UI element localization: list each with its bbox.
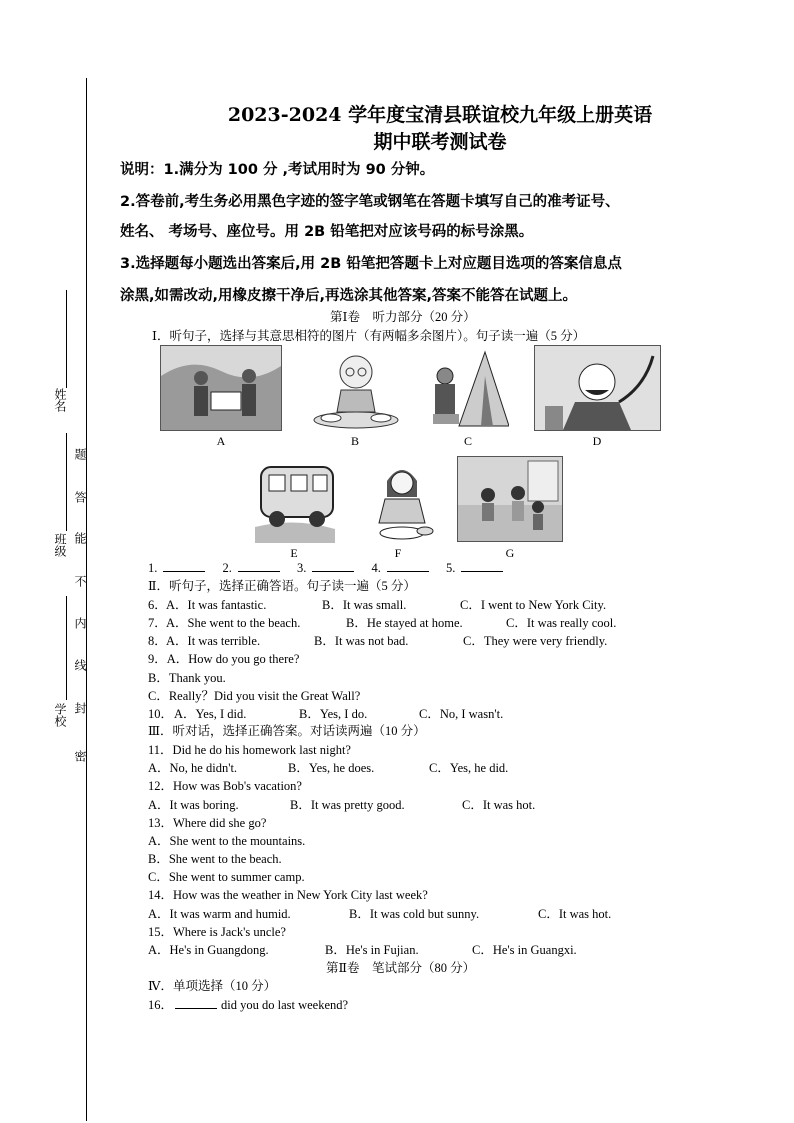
seal-char-mi: 密 (73, 750, 87, 762)
q12-option-a: A．It was boring. (148, 798, 239, 812)
q12-option-b: B．It was pretty good. (290, 798, 405, 812)
picture-label-a: A (216, 434, 226, 448)
q6-option-b: B．It was small. (322, 598, 407, 612)
q9-option-c: C．Really？Did you visit the Great Wall? (148, 689, 361, 703)
seal-char-xian: 线 (73, 659, 87, 671)
seal-char-ti: 题 (73, 448, 87, 460)
picture-label-b: B (350, 434, 359, 448)
q14-option-a: A．It was warm and humid. (148, 907, 291, 921)
excited-man-picture (534, 345, 661, 431)
q11-option-b: B．Yes, he does. (288, 761, 375, 775)
answer-blank-5[interactable] (461, 559, 503, 572)
margin-school-label: 学校 (53, 703, 67, 727)
seal-char-da: 答 (73, 491, 87, 503)
q10-option-b: B．Yes, I do. (299, 707, 368, 721)
margin-name-label: 姓名 (53, 388, 67, 412)
children-playing-picture (457, 456, 563, 542)
instruction-2: 2.答卷前,考生务必用黑色字迹的签字笔或钢笔在答题卡填写自己的准考证号、 (120, 194, 620, 210)
picture-label-f: F (394, 546, 402, 560)
boy-eating-picture (302, 345, 410, 431)
q15-stem: 15．Where is Jack's uncle? (148, 925, 286, 939)
exam-title-line1: 2023-2024 学年度宝清县联谊校九年级上册英语 (227, 104, 653, 126)
q14-stem: 14．How was the weather in New York City last week? (148, 888, 428, 902)
q7-option-a: A．She went to the beach. (166, 616, 301, 630)
q13-option-b: B．She went to the beach. (148, 852, 282, 866)
bus-trip-picture (250, 456, 340, 544)
q7-option-b: B．He stayed at home. (346, 616, 463, 630)
answer-blank-2[interactable] (238, 559, 280, 572)
woman-dining-picture (368, 456, 436, 544)
q16-answer-blank[interactable] (175, 996, 217, 1009)
section4-instruction: Ⅳ．单项选择（10 分） (148, 979, 277, 993)
q11-stem: 11．Did he do his homework last night? (148, 743, 351, 757)
margin-class-label: 班级 (53, 533, 67, 557)
section3-instruction: Ⅲ．听对话，选择正确答案。对话读两遍（10 分） (148, 724, 426, 738)
picture-label-g: G (505, 546, 515, 560)
q10-option-c: C．No, I wasn't. (419, 707, 504, 721)
name-blank (66, 290, 67, 388)
answer-num-3: 3. (297, 561, 307, 575)
q13-option-c: C．She went to summer camp. (148, 870, 305, 884)
q8-option-c: C．They were very friendly. (463, 634, 608, 648)
picture-label-e: E (290, 546, 298, 560)
q15-option-b: B．He's in Fujian. (325, 943, 419, 957)
q15-option-c: C．He's in Guangxi. (472, 943, 577, 957)
q8-number: 8． (148, 634, 167, 648)
answer-blanks-row (148, 559, 503, 576)
answer-blank-4[interactable] (387, 559, 429, 572)
school-blank (66, 596, 67, 700)
q11-option-c: C．Yes, he did. (429, 761, 509, 775)
picture-label-c: C (463, 434, 472, 448)
part2-heading: 第Ⅱ卷 笔试部分（80 分） (326, 961, 476, 975)
q12-option-c: C．It was hot. (462, 798, 536, 812)
section2-instruction: Ⅱ．听句子，选择正确答语。句子读一遍（5 分） (148, 579, 416, 593)
q10-number: 10． (148, 707, 174, 721)
q7-option-c: C．It was really cool. (506, 616, 617, 630)
hikers-with-map-picture (160, 345, 282, 431)
q14-option-c: C．It was hot. (538, 907, 612, 921)
answer-blank-3[interactable] (312, 559, 354, 572)
q15-option-a: A．He's in Guangdong. (148, 943, 269, 957)
answer-blank-1[interactable] (163, 559, 205, 572)
q6-option-c: C．I went to New York City. (460, 598, 607, 612)
q16-stem (148, 995, 348, 1013)
q7-number: 7． (148, 616, 167, 630)
q6-option-a: A．It was fantastic. (166, 598, 267, 612)
answer-num-4: 4. (371, 561, 381, 575)
q10-option-a: A．Yes, I did. (174, 707, 247, 721)
q11-option-a: A．No, he didn't. (148, 761, 238, 775)
answer-num-5: 5. (446, 561, 456, 575)
seal-char-nei: 内 (73, 617, 87, 629)
seal-char-bu: 不 (73, 575, 87, 587)
q6-number: 6． (148, 598, 167, 612)
class-blank (66, 433, 67, 531)
exam-title-line2: 期中联考测试卷 (373, 131, 507, 153)
answer-num-2: 2. (222, 561, 232, 575)
answer-num-1: 1. (148, 561, 158, 575)
q14-option-b: B．It was cold but sunny. (349, 907, 480, 921)
part1-heading: 第Ⅰ卷 听力部分（20 分） (330, 310, 476, 324)
q13-stem: 13．Where did she go? (148, 816, 267, 830)
q12-stem: 12．How was Bob's vacation? (148, 779, 302, 793)
q16-text: did you do last weekend? (221, 998, 349, 1012)
seal-char-neng: 能 (73, 532, 87, 544)
picture-label-d: D (592, 434, 602, 448)
q13-option-a: A．She went to the mountains. (148, 834, 306, 848)
q8-option-b: B．It was not bad. (314, 634, 409, 648)
section1-instruction: Ⅰ．听句子，选择与其意思相符的图片（有两幅多余图片）。句子读一遍（5 分） (152, 329, 586, 343)
instruction-1: 说明：1.满分为 100 分 ,考试用时为 90 分钟。 (120, 162, 435, 178)
camping-tent-picture (428, 345, 510, 431)
q16-number: 16． (148, 998, 174, 1012)
instruction-2b: 姓名、 考场号、座位号。用 2B 铅笔把对应该号码的标号涂黑。 (120, 224, 534, 240)
q8-option-a: A．It was terrible. (166, 634, 261, 648)
instruction-3: 3.选择题每小题选出答案后,用 2B 铅笔把答题卡上对应题目选项的答案信息点 (120, 256, 622, 272)
q9-option-b: B．Thank you. (148, 671, 226, 685)
seal-char-feng: 封 (73, 702, 87, 714)
binding-line (86, 78, 87, 1121)
instruction-3b: 涂黑,如需改动,用橡皮擦干净后,再选涂其他答案,答案不能答在试题上。 (120, 288, 578, 304)
q9-option-a: 9．A．How do you go there? (148, 652, 300, 666)
